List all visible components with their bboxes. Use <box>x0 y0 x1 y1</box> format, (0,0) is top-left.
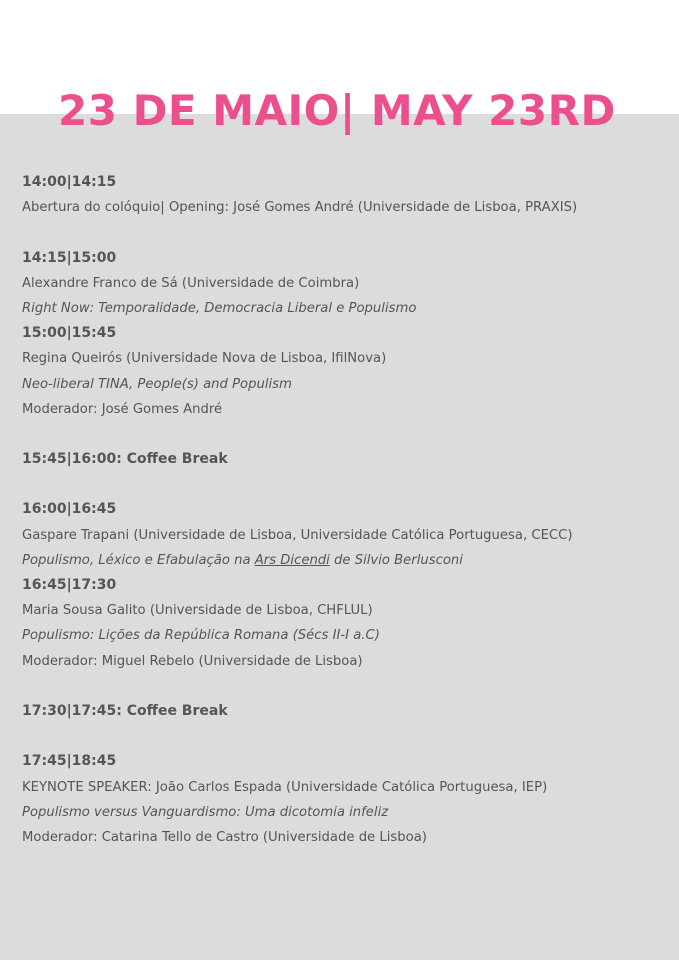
session-talk-title: Populismo versus Vanguardismo: Uma dicotomia infeliz <box>22 804 389 820</box>
session-time: 14:00|14:15 <box>22 174 117 190</box>
session-moderator: Moderador: Miguel Rebelo (Universidade de Lisboa) <box>22 653 363 669</box>
page-title: 23 DE MAIO| MAY 23RD <box>58 86 616 135</box>
session-time: 16:45|17:30 <box>22 577 117 593</box>
talk-title-underlined: Ars Dicendi <box>254 552 330 568</box>
program-schedule <box>22 170 662 850</box>
coffee-break: 17:30|17:45: Coffee Break <box>22 702 228 719</box>
session-moderator: Moderador: Catarina Tello de Castro (Universidade de Lisboa) <box>22 829 427 845</box>
spacer <box>22 422 662 447</box>
spacer <box>22 724 662 749</box>
session-talk-title: Neo-liberal TINA, People(s) and Populism <box>22 376 292 392</box>
spacer <box>22 472 662 497</box>
session-speaker: Regina Queirós (Universidade Nova de Lisboa, IfilNova) <box>22 351 387 367</box>
session-speaker: Alexandre Franco de Sá (Universidade de Coimbra) <box>22 275 360 291</box>
session-time: 15:00|15:45 <box>22 325 117 342</box>
coffee-break: 15:45|16:00: Coffee Break <box>22 451 228 468</box>
session-description: Abertura do colóquio| Opening: José Gomes André (Universidade de Lisboa, PRAXIS) <box>22 200 578 216</box>
talk-title-part: de Silvio Berlusconi <box>329 552 463 568</box>
keynote-speaker: KEYNOTE SPEAKER: João Carlos Espada (Universidade Católica Portuguesa, IEP) <box>22 779 548 795</box>
session-time: 17:45|18:45 <box>22 753 117 770</box>
session-time: 14:15|15:00 <box>22 249 117 266</box>
talk-title-part: Populismo, Léxico e Efabulação na <box>22 552 255 568</box>
session-talk-title <box>22 548 662 573</box>
session-time: 16:00|16:45 <box>22 501 117 518</box>
spacer <box>22 674 662 699</box>
spacer <box>22 220 662 245</box>
session-talk-title: Populismo: Lições da República Romana (Sécs II-I a.C) <box>22 628 380 644</box>
session-speaker: Gaspare Trapani (Universidade de Lisboa, Universidade Católica Portuguesa, CECC) <box>22 527 573 543</box>
session-moderator: Moderador: José Gomes André <box>22 401 223 417</box>
session-speaker: Maria Sousa Galito (Universidade de Lisboa, CHFLUL) <box>22 603 373 619</box>
session-talk-title: Right Now: Temporalidade, Democracia Liberal e Populismo <box>22 300 417 316</box>
